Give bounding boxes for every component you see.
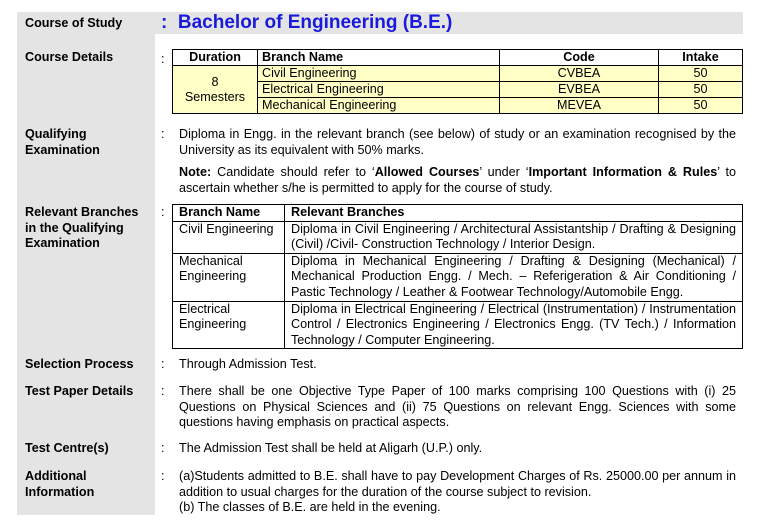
duration-cell bbox=[173, 66, 258, 114]
additional-text bbox=[179, 469, 736, 516]
qualifying-text: Diploma in Engg. in the relevant branch (see below) of study or an examination recognised by the University as its equivalent with 50% marks. bbox=[179, 127, 736, 157]
header-relevant: Relevant Branches bbox=[285, 205, 743, 222]
relevant-cell: Diploma in Civil Engineering / Architectural Assistantship / Drafting & Designing (Civil) /Civil- Construction Technology / Interior Design. bbox=[285, 221, 743, 253]
label-line: Additional bbox=[25, 469, 87, 483]
note-text: ’ under ‘ bbox=[479, 165, 529, 179]
note-bold: Important Information & Rules bbox=[528, 165, 718, 179]
colon: : bbox=[161, 205, 165, 219]
course-details-label: Course Details bbox=[25, 50, 114, 64]
colon: : bbox=[161, 357, 165, 371]
colon: : bbox=[161, 469, 165, 483]
table-row bbox=[173, 221, 743, 253]
course-title bbox=[161, 12, 452, 34]
table-row bbox=[173, 253, 743, 301]
branch-cell: Electrical Engineering bbox=[173, 301, 285, 349]
table-row bbox=[173, 98, 743, 114]
qualifying-label bbox=[25, 127, 100, 158]
branch-cell: Civil Engineering bbox=[173, 221, 285, 253]
label-line: Information bbox=[25, 484, 95, 499]
colon: : bbox=[161, 384, 165, 398]
note-text: ’ to ascertain whether s/he is permitted to apply for the course of study. bbox=[179, 165, 736, 195]
colon: : bbox=[161, 127, 165, 141]
relevant-cell: Diploma in Mechanical Engineering / Drafting & Designing (Mechanical) / Mechanical Production Engg. / Mech. – Referigeration & Air Conditioning / Pastic Technology / Leather & Footwear Technology/Automobile Engg. bbox=[285, 253, 743, 301]
label-line: Examination bbox=[25, 142, 100, 157]
course-details-table bbox=[172, 49, 743, 114]
code-cell: CVBEA bbox=[500, 66, 659, 82]
selection-label: Selection Process bbox=[25, 357, 134, 371]
label-column-background bbox=[17, 12, 155, 515]
label-line: Examination bbox=[25, 236, 100, 250]
label-line: Relevant Branches bbox=[25, 205, 139, 219]
additional-item-a: (a)Students admitted to B.E. shall have to pay Development Charges of Rs. 25000.00 per annum in addition to usual charges for the duration of the course subject to revision. bbox=[179, 469, 736, 499]
test-paper-text: There shall be one Objective Type Paper of 100 marks comprising 100 Questions with (i) 25 Questions on Physical Sciences and (ii) 75 Questions on relevant Engg. Sciences with some questions having emphasis on practical aspects. bbox=[179, 384, 736, 429]
table-row bbox=[173, 301, 743, 349]
table-header-row bbox=[173, 205, 743, 222]
course-of-study-label: Course of Study bbox=[25, 16, 123, 30]
duration-unit: Semesters bbox=[184, 89, 246, 104]
header-branch: Branch Name bbox=[258, 50, 500, 66]
branch-cell: Civil Engineering bbox=[258, 66, 500, 82]
header-branch: Branch Name bbox=[173, 205, 285, 222]
branch-cell: Electrical Engineering bbox=[258, 82, 500, 98]
branch-cell: Mechanical Engineering bbox=[258, 98, 500, 114]
course-name: Bachelor of Engineering (B.E.) bbox=[177, 12, 453, 33]
table-row bbox=[173, 82, 743, 98]
header-duration: Duration bbox=[173, 50, 258, 66]
label-line: in the Qualifying bbox=[25, 220, 124, 235]
relevant-cell: Diploma in Electrical Engineering / Electrical (Instrumentation) / Instrumentation Control / Electronics Engineering / Electronics Engg. (TV Tech.) / Information Technology / Computer Engineering. bbox=[285, 301, 743, 349]
test-centre-text: The Admission Test shall be held at Aligarh (U.P.) only. bbox=[179, 441, 483, 455]
code-cell: EVBEA bbox=[500, 82, 659, 98]
code-cell: MEVEA bbox=[500, 98, 659, 114]
colon: : bbox=[161, 441, 165, 455]
test-paper-label: Test Paper Details bbox=[25, 384, 134, 398]
additional-label bbox=[25, 469, 94, 500]
test-centre-label: Test Centre(s) bbox=[25, 441, 109, 455]
colon: : bbox=[161, 52, 165, 66]
intake-cell: 50 bbox=[659, 98, 743, 114]
header-intake: Intake bbox=[659, 50, 743, 66]
qualifying-note bbox=[179, 165, 736, 196]
note-bold: Allowed Courses bbox=[374, 165, 480, 179]
table-row bbox=[173, 66, 743, 82]
header-code: Code bbox=[500, 50, 659, 66]
label-line: Qualifying bbox=[25, 127, 87, 141]
intake-cell: 50 bbox=[659, 82, 743, 98]
relevant-branches-table bbox=[172, 204, 743, 349]
duration-number: 8 bbox=[211, 74, 219, 89]
intake-cell: 50 bbox=[659, 66, 743, 82]
relevant-branches-label bbox=[25, 205, 138, 252]
branch-cell: Mechanical Engineering bbox=[173, 253, 285, 301]
selection-text: Through Admission Test. bbox=[179, 357, 317, 371]
additional-item-b: (b) The classes of B.E. are held in the evening. bbox=[179, 500, 441, 514]
table-header-row bbox=[173, 50, 743, 66]
note-label: Note: bbox=[179, 165, 212, 179]
note-text: Candidate should refer to ‘ bbox=[211, 165, 375, 179]
colon: : bbox=[161, 12, 168, 33]
